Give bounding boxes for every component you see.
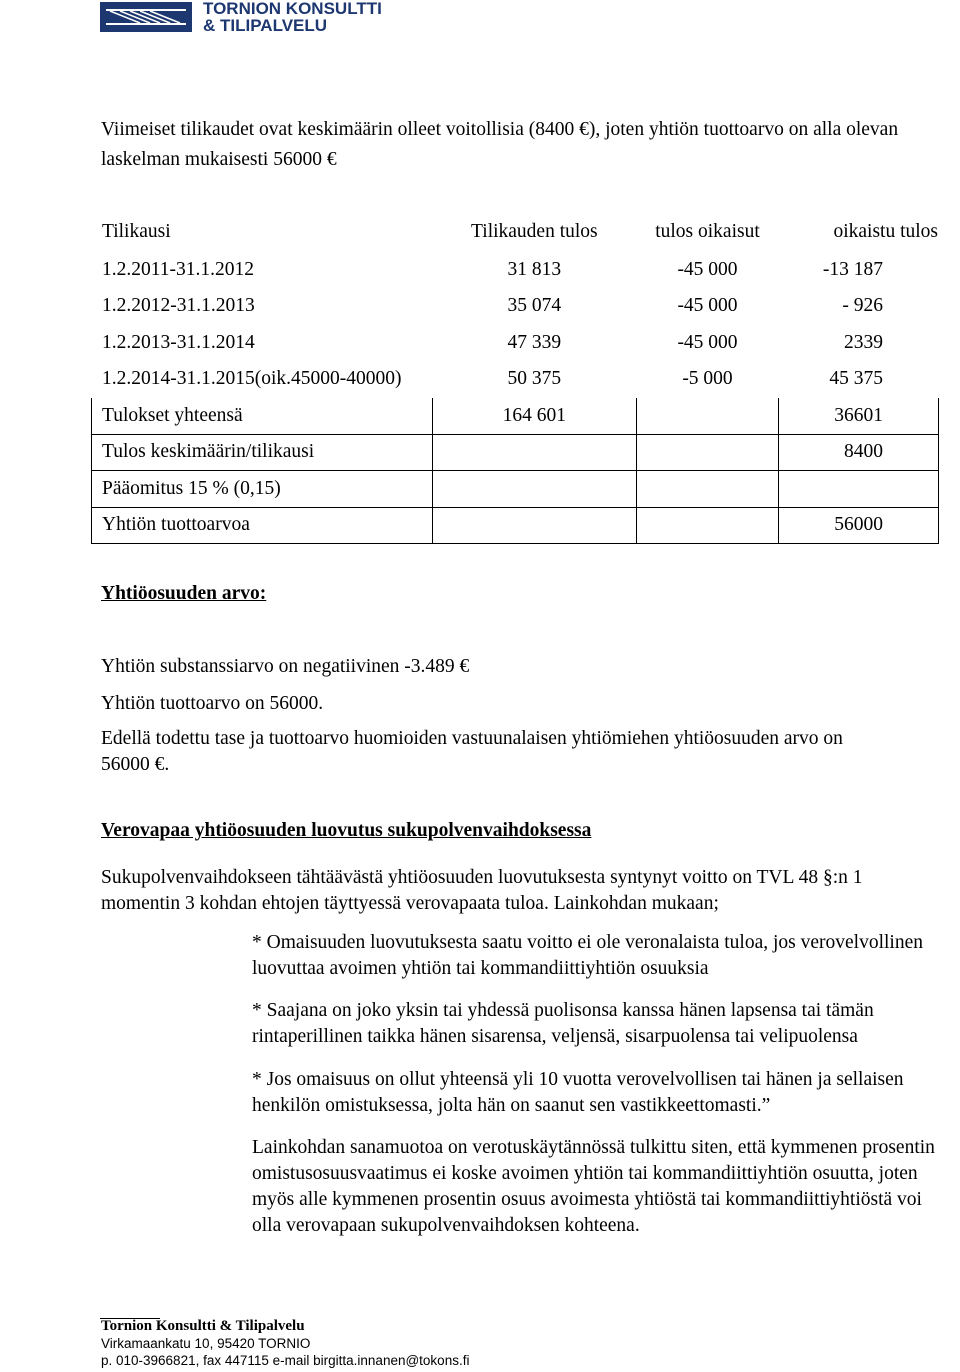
footer-company-name: Tornion Konsultti & Tilipalvelu (101, 1318, 305, 1334)
summary-row-average (92, 434, 939, 471)
section-title-share-value: Yhtiöosuuden arvo: (101, 583, 267, 604)
column-header: oikaistu tulos (833, 221, 938, 242)
table-cell: 1.2.2014-31.1.2015(oik.45000-40000) (102, 368, 402, 390)
table-cell (636, 471, 779, 508)
table-cell: 1.2.2012-31.1.2013 (102, 295, 255, 317)
summary-row-capitalization (92, 471, 939, 508)
summary-row-total (92, 398, 939, 435)
summary-row-value (92, 507, 939, 544)
earnings-value-line: Yhtiön tuottoarvo on 56000. (101, 693, 324, 714)
logo-mark-icon (100, 2, 192, 32)
table-cell: 31 813 (507, 258, 562, 280)
condition-item: * Saajana on joko yksin tai yhdessä puolisonsa kanssa hänen lapsensa tai tämän rintaperillinen taikka hänen sisarensa, veljensä, sisarpuolensa tai velipuolensa (252, 1000, 874, 1047)
interpretation-note: Lainkohdan sanamuotoa on verotuskäytännössä tulkittu siten, että kymmenen prosentin omistusosuusvaatimus ei koske avoimen yhtiön tai kommandiittiyhtiön osuutta, joten myös alle kymmenen prosentin osuus avoimesta yhtiöstä tai kommandiittiyhtiöstä voi olla verovapaan sukupolvenvaihdoksen kohteena. (252, 1137, 935, 1236)
table-cell: 56000 (779, 507, 939, 544)
table-cell: - 926 (842, 295, 883, 317)
table-cell: -45 000 (677, 295, 738, 317)
table-cell (636, 434, 779, 471)
table-cell: 35 074 (507, 295, 562, 317)
table-cell (636, 507, 779, 544)
section-title-tax-free-transfer: Verovapaa yhtiöosuuden luovutus sukupolvenvaihdoksessa (101, 820, 592, 841)
table-cell: 2339 (844, 331, 883, 353)
table-cell: 45 375 (829, 368, 883, 390)
footer-contact: p. 010-3966821, fax 447115 e-mail birgitta.innanen@tokons.fi (101, 1353, 470, 1368)
company-logo (100, 0, 382, 40)
table-cell: Tulos keskimäärin/tilikausi (92, 434, 433, 471)
table-cell: 8400 (779, 434, 939, 471)
table-cell: 50 375 (507, 368, 562, 390)
table-cell: -45 000 (677, 258, 738, 280)
table-cell (433, 471, 637, 508)
condition-item: * Omaisuuden luovutuksesta saatu voitto ei ole veronalaista tuloa, jos verovelvollinen luovuttaa avoimen yhtiön tai kommandiittiyhtiön osuuksia (252, 932, 923, 979)
table-cell (433, 507, 637, 544)
intro-paragraph: Viimeiset tilikaudet ovat keskimäärin olleet voitollisia (8400 €), joten yhtiön tuottoarvo on alla olevan laskelman mukaisesti 56000 € (101, 119, 899, 170)
company-name-line1: TORNION KONSULTTI (203, 0, 382, 18)
table-cell: 1.2.2011-31.1.2012 (102, 258, 255, 280)
substance-value-line: Yhtiön substanssiarvo on negatiivinen -3.489 € (101, 656, 470, 677)
logo-text (203, 0, 382, 34)
table-cell: -45 000 (677, 331, 738, 353)
company-name-line2: & TILIPALVELU (203, 16, 328, 35)
table-cell: Tulokset yhteensä (92, 398, 433, 435)
table-cell (636, 398, 779, 435)
table-cell: 47 339 (507, 331, 562, 353)
table-cell: -13 187 (822, 258, 883, 280)
table-row (92, 252, 939, 289)
valuation-table (91, 212, 939, 544)
footer-address: Virkamaankatu 10, 95420 TORNIO (101, 1336, 311, 1351)
table-cell (779, 471, 939, 508)
footer (101, 1318, 469, 1369)
table-header-row (92, 213, 939, 252)
column-header: tulos oikaisut (655, 221, 760, 242)
law-paragraph-line1: Sukupolvenvaihdokseen tähtäävästä yhtiöosuuden luovutuksesta syntynyt voitto on TVL 48 §:n 1 (101, 867, 863, 888)
table-cell: 36601 (779, 398, 939, 435)
table-row (92, 361, 939, 398)
column-header: Tilikauden tulos (471, 221, 598, 242)
logo-emblem (100, 2, 192, 32)
table-cell: Yhtiön tuottoarvoa (92, 507, 433, 544)
law-paragraph-line2: momentin 3 kohdan ehtojen täyttyessä verovapaata tuloa. Lainkohdan mukaan; (101, 893, 719, 914)
table-cell: 164 601 (433, 398, 637, 435)
share-value-line: Edellä todettu tase ja tuottoarvo huomioiden vastuunalaisen yhtiömiehen yhtiöosuuden arvo on (101, 728, 843, 749)
table-row (92, 325, 939, 362)
share-value-line-cont: 56000 €. (101, 754, 170, 775)
condition-item: * Jos omaisuus on ollut yhteensä yli 10 vuotta verovelvollisen tai hänen ja sellaisen henkilön omistuksessa, jolta hän on saanut sen vastikkeettomasti.” (252, 1069, 904, 1116)
table-row (92, 288, 939, 325)
table-cell: 1.2.2013-31.1.2014 (102, 331, 255, 353)
column-header: Tilikausi (102, 221, 171, 242)
table-cell (433, 434, 637, 471)
table-cell: -5 000 (682, 368, 733, 390)
table-cell: Pääomitus 15 % (0,15) (92, 471, 433, 508)
